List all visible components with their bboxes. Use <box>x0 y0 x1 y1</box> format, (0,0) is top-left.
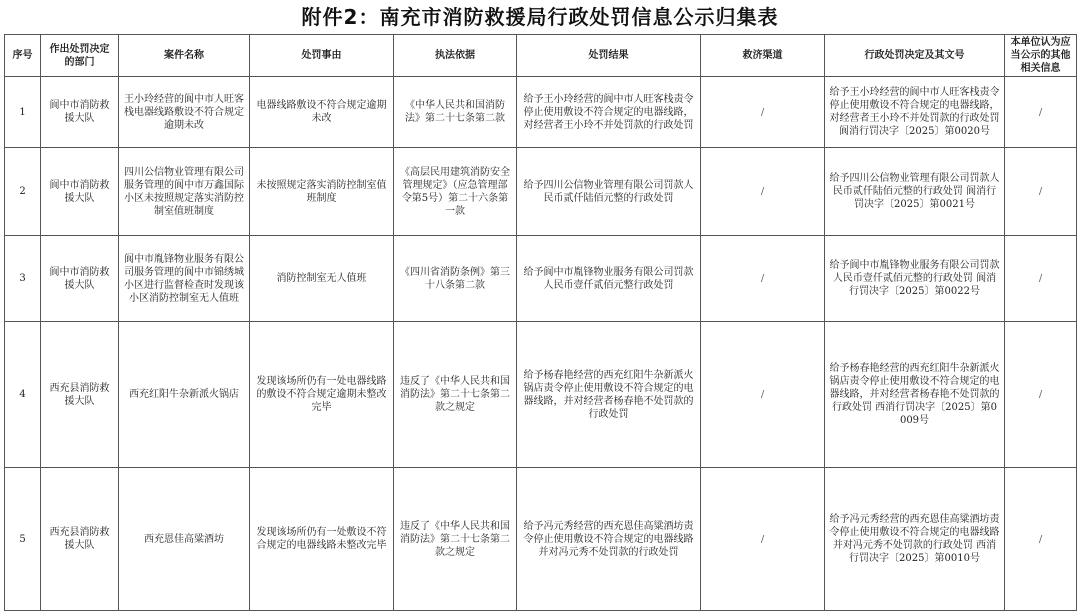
header-case: 案件名称 <box>119 35 250 77</box>
cell-remedy: / <box>701 77 825 148</box>
cell-basis: 《四川省消防条例》第三十八条第二款 <box>394 236 517 322</box>
cell-dept: 西充县消防救援大队 <box>41 468 119 611</box>
cell-case: 西充恩佳高粱酒坊 <box>119 468 250 611</box>
cell-decision: 给予杨春艳经营的西充红阳牛杂新派火锅店责令停止使用敷设不符合规定的电器线路，并对经营者杨春艳不处罚款的行政处罚 西消行罚决字〔2025〕第0009号 <box>825 322 1005 468</box>
header-decision: 行政处罚决定及其文号 <box>825 35 1005 77</box>
cell-dept: 阆中市消防救援大队 <box>41 236 119 322</box>
cell-reason: 发现该场所仍有一处电器线路的敷设不符合规定逾期未整改完毕 <box>250 322 394 468</box>
cell-other: / <box>1005 236 1077 322</box>
cell-no: 4 <box>5 322 41 468</box>
cell-reason: 发现该场所仍有一处敷设不符合规定的电器线路未整改完毕 <box>250 468 394 611</box>
cell-other: / <box>1005 148 1077 236</box>
cell-basis: 违反了《中华人民共和国消防法》第二十七条第二款之规定 <box>394 468 517 611</box>
header-remedy: 救济渠道 <box>701 35 825 77</box>
header-result: 处罚结果 <box>517 35 701 77</box>
cell-decision: 给予阆中市胤锋物业服务有限公司罚款人民币壹仟贰佰元整的行政处罚 阆消行罚决字〔2025〕第0022号 <box>825 236 1005 322</box>
cell-remedy: / <box>701 468 825 611</box>
cell-decision: 给予冯元秀经营的西充恩佳高粱酒坊责令停止使用敷设不符合规定的电器线路 并对冯元秀不处罚款的行政处罚 西消行罚决字〔2025〕第0010号 <box>825 468 1005 611</box>
cell-other: / <box>1005 322 1077 468</box>
table-row <box>5 322 1077 468</box>
cell-dept: 西充县消防救援大队 <box>41 322 119 468</box>
header-basis: 执法依据 <box>394 35 517 77</box>
table-row <box>5 236 1077 322</box>
cell-decision: 给予王小玲经营的阆中市人旺客栈责令停止使用敷设不符合规定的电器线路，对经营者王小玲不并处罚款的行政处罚 阆消行罚决字〔2025〕第0020号 <box>825 77 1005 148</box>
cell-reason: 电器线路敷设不符合规定逾期未改 <box>250 77 394 148</box>
cell-decision: 给予四川公信物业管理有限公司罚款人民币贰仟陆佰元整的行政处罚 阆消行罚决字〔2025〕第0021号 <box>825 148 1005 236</box>
cell-case: 阆中市胤锋物业服务有限公司服务管理的阆中市锦绣城小区进行监督检查时发现该小区消防控制室无人值班 <box>119 236 250 322</box>
cell-result: 给予四川公信物业管理有限公司罚款人民币贰仟陆佰元整的行政处罚 <box>517 148 701 236</box>
cell-result: 给予王小玲经营的阆中市人旺客栈责令停止使用敷设不符合规定的电器线路，对经营者王小玲不并处罚款的行政处罚 <box>517 77 701 148</box>
header-dept: 作出处罚决定的部门 <box>41 35 119 77</box>
header-no: 序号 <box>5 35 41 77</box>
header-reason: 处罚事由 <box>250 35 394 77</box>
cell-remedy: / <box>701 322 825 468</box>
penalty-table <box>4 34 1077 611</box>
cell-other: / <box>1005 468 1077 611</box>
cell-reason: 消防控制室无人值班 <box>250 236 394 322</box>
cell-no: 5 <box>5 468 41 611</box>
cell-no: 2 <box>5 148 41 236</box>
cell-basis: 《中华人民共和国消防法》第二十七条第二款 <box>394 77 517 148</box>
table-header-row <box>5 35 1077 77</box>
cell-no: 3 <box>5 236 41 322</box>
cell-remedy: / <box>701 148 825 236</box>
cell-dept: 阆中市消防救援大队 <box>41 148 119 236</box>
cell-basis: 《高层民用建筑消防安全管理规定》（应急管理部令第5号）第二十六条第一款 <box>394 148 517 236</box>
cell-remedy: / <box>701 236 825 322</box>
cell-dept: 阆中市消防救援大队 <box>41 77 119 148</box>
cell-case: 四川公信物业管理有限公司服务管理的阆中市万鑫国际小区未按照规定落实消防控制室值班制度 <box>119 148 250 236</box>
cell-reason: 未按照规定落实消防控制室值班制度 <box>250 148 394 236</box>
cell-result: 给予冯元秀经营的西充恩佳高粱酒坊责令停止使用敷设不符合规定的电器线路 并对冯元秀不处罚款的行政处罚 <box>517 468 701 611</box>
table-row <box>5 77 1077 148</box>
cell-result: 给予阆中市胤锋物业服务有限公司罚款人民币壹仟贰佰元整行政处罚 <box>517 236 701 322</box>
cell-other: / <box>1005 77 1077 148</box>
table-row <box>5 148 1077 236</box>
cell-basis: 违反了《中华人民共和国消防法》第二十七条第二款之规定 <box>394 322 517 468</box>
cell-no: 1 <box>5 77 41 148</box>
header-other: 本单位认为应当公示的其他相关信息 <box>1005 35 1077 77</box>
page-title: 附件2：南充市消防救援局行政处罚信息公示归集表 <box>301 5 779 29</box>
cell-case: 王小玲经营的阆中市人旺客栈电器线路敷设不符合规定逾期未改 <box>119 77 250 148</box>
cell-case: 西充红阳牛杂新派火锅店 <box>119 322 250 468</box>
cell-result: 给予杨春艳经营的西充红阳牛杂新派火锅店责令停止使用敷设不符合规定的电器线路，并对经营者杨春艳不处罚款的行政处罚 <box>517 322 701 468</box>
table-row <box>5 468 1077 611</box>
